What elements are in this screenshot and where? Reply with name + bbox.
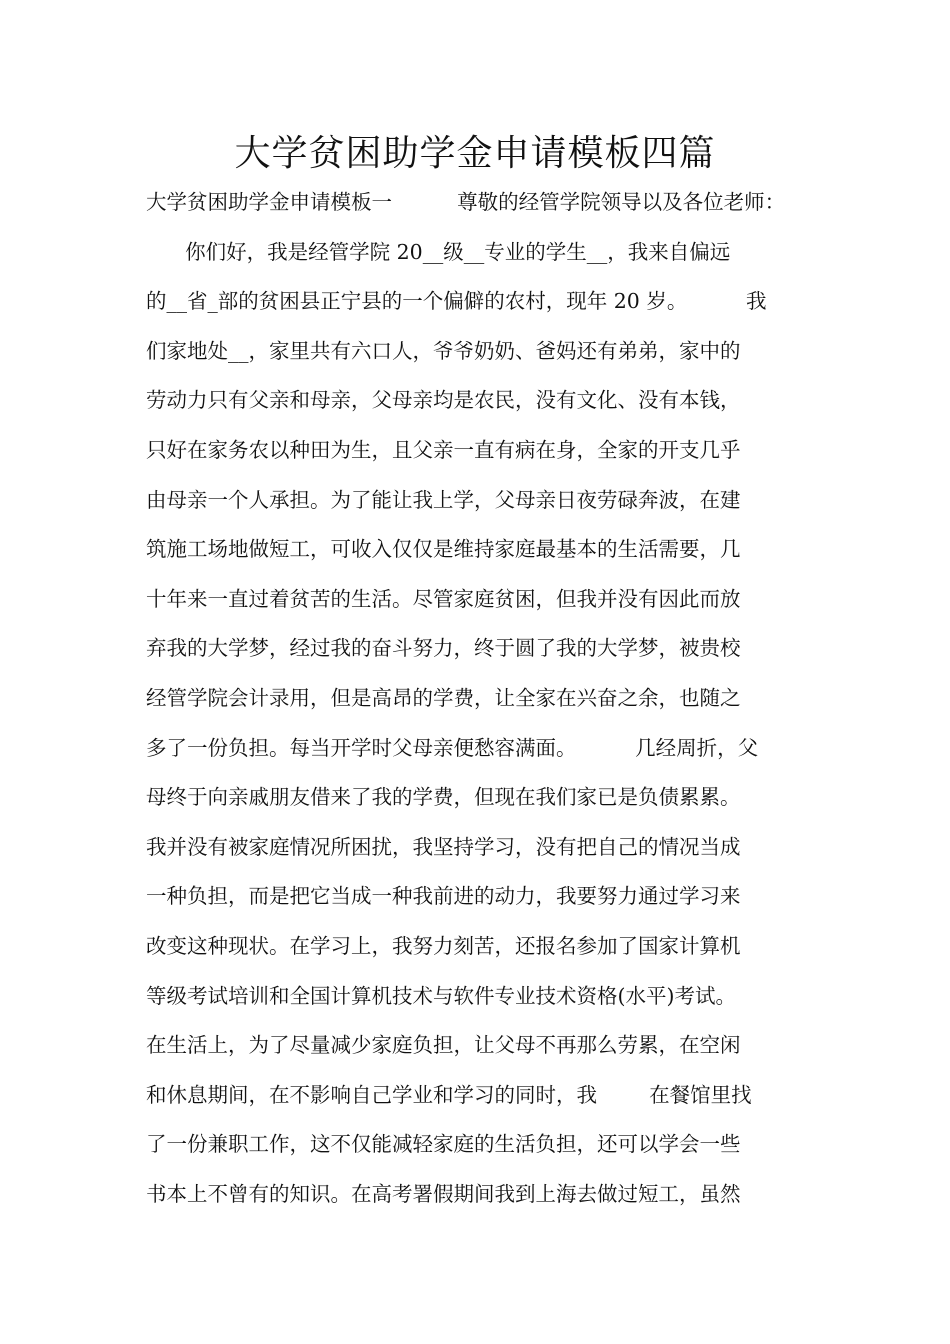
document-body bbox=[146, 178, 811, 1219]
body-line: 多了一份负担。每当开学时父母亲便愁容满面。 几经周折，父 bbox=[146, 735, 759, 760]
body-line: 经管学院会计录用，但是高昂的学费，让全家在兴奋之余，也随之 bbox=[146, 685, 741, 710]
body-line: 改变这种现状。在学习上，我努力刻苦，还报名参加了国家计算机 bbox=[146, 933, 741, 958]
body-line: 的__省_部的贫困县正宁县的一个偏僻的农村，现年 20 岁。 我 bbox=[146, 289, 767, 314]
document-title: 大学贫困助学金申请模板四篇 bbox=[234, 133, 716, 174]
body-line: 等级考试培训和全国计算机技术与软件专业技术资格(水平)考试。 bbox=[146, 983, 736, 1008]
body-line: 们家地处__，家里共有六口人，爷爷奶奶、爸妈还有弟弟，家中的 bbox=[146, 338, 741, 363]
body-line: 筑施工场地做短工，可收入仅仅是维持家庭最基本的生活需要，几 bbox=[146, 537, 741, 562]
body-line: 由母亲一个人承担。为了能让我上学，父母亲日夜劳碌奔波，在建 bbox=[146, 487, 741, 512]
body-line: 一种负担，而是把它当成一种我前进的动力，我要努力通过学习来 bbox=[146, 884, 741, 909]
body-line: 书本上不曾有的知识。在高考署假期间我到上海去做过短工，虽然 bbox=[146, 1181, 741, 1206]
body-line: 我并没有被家庭情况所困扰，我坚持学习，没有把自己的情况当成 bbox=[146, 834, 741, 859]
body-line: 劳动力只有父亲和母亲，父母亲均是农民，没有文化、没有本钱， bbox=[146, 388, 741, 413]
body-line: 只好在家务农以种田为生，且父亲一直有病在身，全家的开支几乎 bbox=[146, 437, 741, 462]
body-line: 母终于向亲戚朋友借来了我的学费，但现在我们家已是负债累累。 bbox=[146, 785, 741, 810]
body-line: 十年来一直过着贫苦的生活。尽管家庭贫困，但我并没有因此而放 bbox=[146, 586, 741, 611]
body-line: 在生活上，为了尽量减少家庭负担，让父母不再那么劳累，在空闲 bbox=[146, 1033, 741, 1058]
body-line: 你们好，我是经管学院 20__级__专业的学生__，我来自偏远 bbox=[146, 239, 731, 264]
body-line: 弃我的大学梦，经过我的奋斗努力，终于圆了我的大学梦，被贵校 bbox=[146, 636, 741, 661]
body-line: 了一份兼职工作，这不仅能减轻家庭的生活负担，还可以学会一些 bbox=[146, 1132, 741, 1157]
body-line: 和休息期间，在不影响自己学业和学习的同时，我 在餐馆里找 bbox=[146, 1082, 752, 1107]
body-line: 大学贫困助学金申请模板一 尊敬的经管学院领导以及各位老师： bbox=[146, 190, 786, 214]
